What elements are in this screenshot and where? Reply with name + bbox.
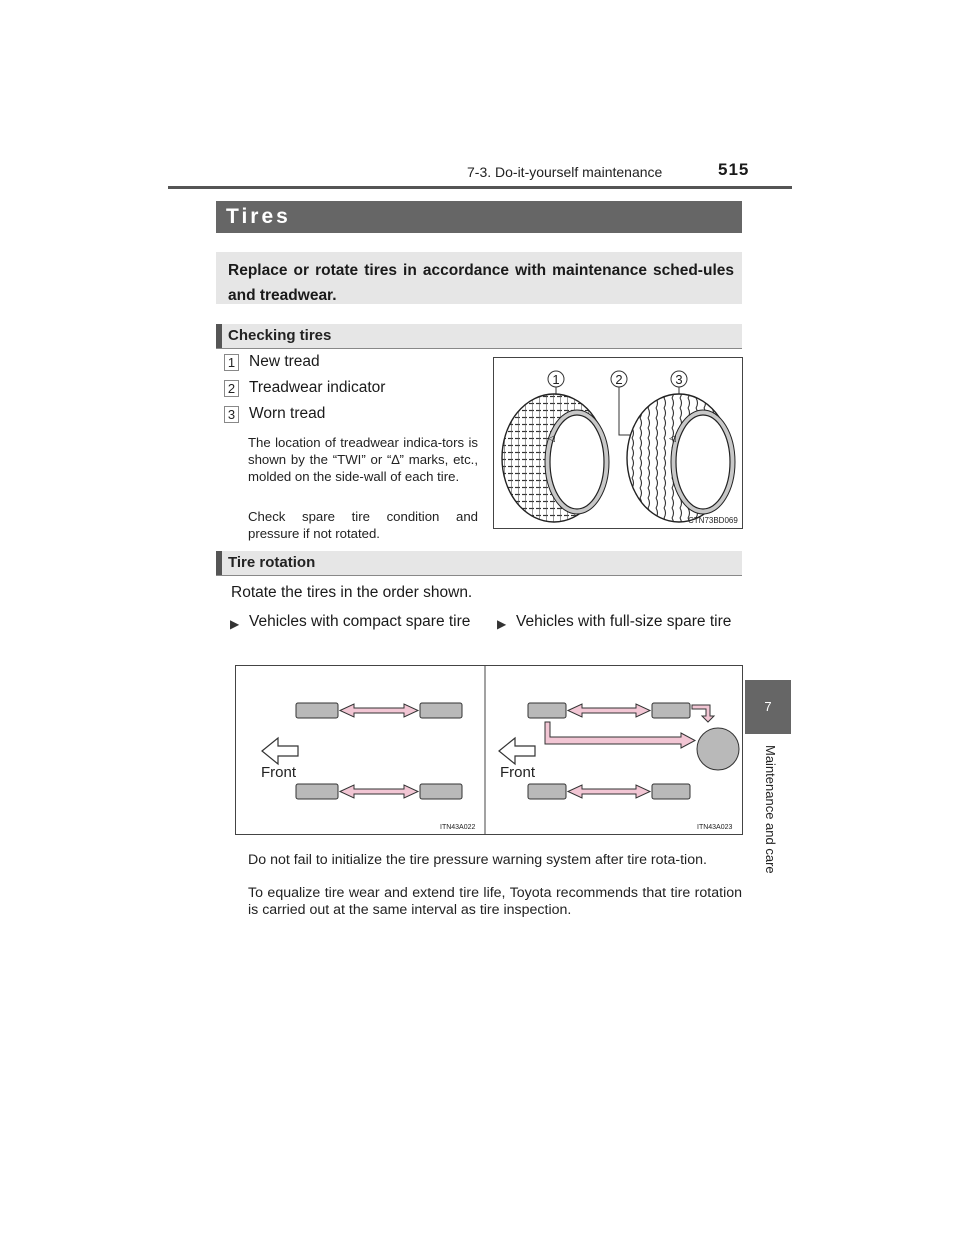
svg-text:◁: ◁	[669, 433, 676, 443]
chapter-side-label	[760, 745, 780, 895]
svg-text:1: 1	[552, 372, 560, 387]
intro-box	[216, 252, 742, 304]
bullet-triangle-icon: ▶	[497, 617, 507, 631]
page-title-bar	[216, 201, 742, 233]
checking-tires-heading	[216, 324, 742, 349]
callout-2	[611, 371, 627, 387]
front-label: Front	[261, 764, 297, 781]
intro-text: Replace or rotate tires in accordance with maintenance sched-ules and treadwear.	[228, 262, 734, 304]
spare-tire-icon	[697, 728, 739, 770]
worn-tire	[627, 394, 735, 522]
tire-rotation-heading-text: Tire rotation	[228, 554, 316, 571]
front-arrow-icon	[499, 738, 535, 764]
new-tire	[502, 394, 609, 522]
svg-text:2: 2	[615, 372, 623, 387]
page-title: Tires	[226, 205, 291, 228]
tpws-note: Do not fail to initialize the tire pressure warning system after tire rota-tion.	[248, 852, 707, 868]
svg-text:3: 3	[675, 372, 683, 387]
figure-code-right: ITN43A023	[697, 824, 733, 831]
callout-3	[671, 371, 687, 387]
page-number: 515	[718, 160, 750, 179]
compact-spare-label: Vehicles with compact spare tire	[249, 613, 471, 630]
svg-text:◁: ◁	[548, 433, 555, 443]
figure-code-left: ITN43A022	[440, 824, 476, 831]
treadwear-note: The location of treadwear indica-tors is shown by the “TWI” or “∆” marks, etc., molded on the side-wall of each tire.	[248, 435, 478, 484]
item-number-3: 3	[224, 406, 239, 423]
tire-tread-figure	[493, 357, 743, 529]
chapter-tab: 7	[745, 680, 791, 734]
front-arrow-icon	[262, 738, 298, 764]
figure-code: CTN73BD069	[688, 516, 738, 525]
chapter-title: Maintenance and care	[763, 745, 778, 874]
tire-rotation-heading	[216, 551, 742, 576]
bullet-triangle-icon: ▶	[230, 617, 240, 631]
rotation-interval-note: To equalize tire wear and extend tire life, Toyota recommends that tire rotation is carried out at the same interval as tire inspection.	[248, 885, 742, 918]
section-title: 7-3. Do-it-yourself maintenance	[467, 164, 663, 180]
item-worn-tread: Worn tread	[249, 405, 326, 422]
item-number-2: 2	[224, 380, 239, 397]
checking-tires-heading-text: Checking tires	[228, 327, 332, 344]
header-rule	[168, 186, 792, 189]
rotation-illustration	[236, 666, 742, 834]
item-new-tread: New tread	[249, 353, 320, 370]
compact-rotation-diagram	[261, 703, 476, 831]
fullsize-spare-label: Vehicles with full-size spare tire	[516, 613, 732, 630]
rotation-intro: Rotate the tires in the order shown.	[231, 584, 473, 601]
callout-1	[548, 371, 564, 387]
front-label: Front	[500, 764, 536, 781]
item-treadwear-indicator: Treadwear indicator	[249, 379, 386, 396]
tire-tread-illustration	[494, 358, 742, 528]
rotation-figures	[235, 665, 743, 835]
spare-tire-note: Check spare tire condition and pressure if not rotated.	[248, 509, 478, 541]
fullsize-rotation-diagram	[499, 703, 739, 831]
item-number-1: 1	[224, 354, 239, 371]
